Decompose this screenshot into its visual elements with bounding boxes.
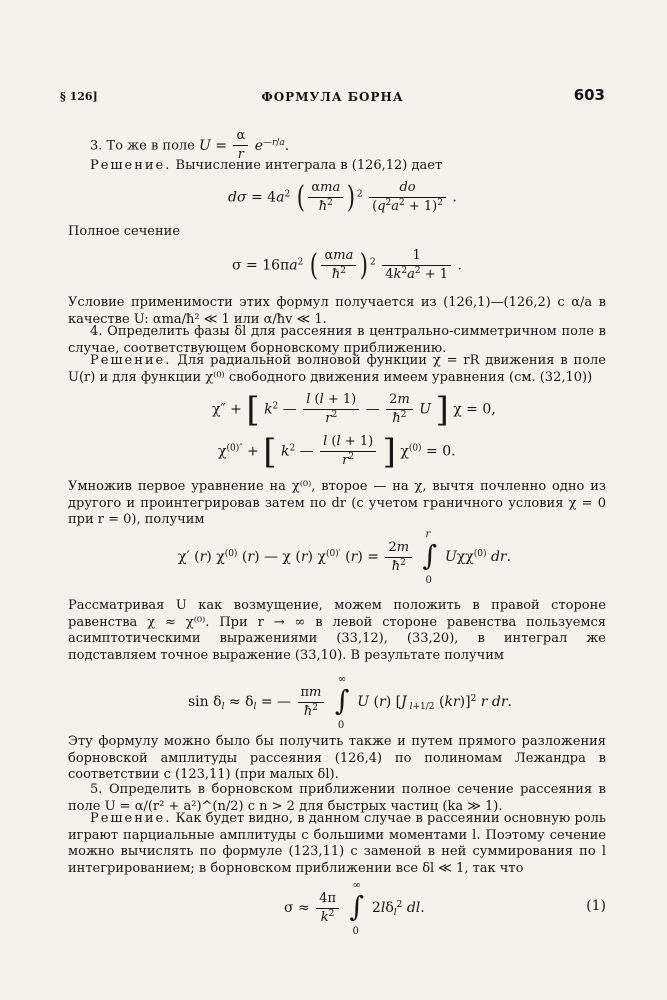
problem-5: 5. Определить в борновском приближении полное сечение рассеяния в поле U = α/(r² + a²)^(n/2) с n > 2 для быстрых частиц (ka ≫ 1). (68, 782, 606, 814)
solution-5-label: Решение. (90, 811, 172, 826)
perturbation-text: Рассматривая U как возмущение, можем положить в правой стороне равенства χ ≈ χ⁽⁰⁾. При r → ∞ в левой стороне равенства пользуемся асимптотическими выражениями (33,12), (33,20), в интеграл же подставляем точное выражение (33,10). В результате получим (68, 598, 606, 663)
legendre-text: Эту формулу можно было бы получить также и путем прямого разложения борновской амплитуды рассеяния (126,4) по полиномам Лежандра в соответствии с (123,11) (при малых δl). (68, 734, 606, 782)
equation-radial-2: $\chi^{(0)''}$ + [ $k^2$ — $\frac{l (l + 1)}{r^2}$ ] $\chi^{(0)} = 0$. (218, 431, 456, 472)
equation-phase: $\sin \delta_l \approx \delta_l$ = — $\frac{\pi m}{ħ^2}$ ∞ ∫ 0 U (r) [J $_{l+1/2}$ (kr)]$^2$ r dr. (188, 674, 512, 731)
solution-5-text: Как будет видно, в данном случае в рассеянии основную роль играют парциальные амплитуды с большими моментами l. Поэтому сечение можно вычислять по формуле (123,11) с заменой в ней суммирования по l интегрированием; в борновском приближении все δl ≪ 1, так что (68, 811, 606, 876)
running-title: ФОРМУЛА БОРНА (261, 90, 404, 104)
problem-4: 4. Определить фазы δl для рассеяния в центрально-симметричном поле в случае, соответствующем борновскому приближению. (68, 324, 606, 356)
problem-3-text: 3. То же в поле (90, 138, 195, 154)
solution-3-label: Решение. (90, 158, 172, 173)
equation-total-cross-section: σ ≈ $\frac{4\pi}{k^2}$ ∞ ∫ 0 $2l\delta_l^2$ dl. (1) (284, 880, 606, 937)
equation-sigma: $\sigma = 16\pi a^2$ ( $\frac{\text{αma}}{ħ^2}$ ) $^2$ $\frac{1}{4k^2a^2 + 1}$ . (232, 247, 462, 283)
solution-5 (68, 811, 606, 877)
solution-3 (68, 158, 606, 174)
solution-4 (68, 353, 606, 386)
full-cross-section-label: Полное сечение (68, 224, 181, 239)
solution-3-text: Вычисление интеграла в (126,12) дает (175, 158, 443, 173)
multiply-text: Умножив первое уравнение на χ⁽⁰⁾, второе — на χ, вычтя почленно одно из другого и проинтегрировав затем по dr (с учетом граничного условия χ = 0 при r = 0), получим (68, 479, 606, 527)
equation-radial-1: χ″ + [ $k^2$ — $\frac{l (l + 1)}{r^2}$ — $\frac{2m}{ħ^2}$ U ] χ = 0, (212, 389, 496, 430)
problem-3-potential: U = $\frac{\alpha}{r}$ $e^{—r/a}$. (199, 128, 290, 162)
section-marker: § 126] (60, 90, 98, 103)
equation-number: (1) (586, 898, 606, 914)
solution-4-text: Для радиальной волновой функции χ = rR движения в поле U(r) и для функции χ⁽⁰⁾ свободного движения имеем уравнения (см. (32,10)) (68, 353, 606, 385)
applicability-text: Условие применимости этих формул получается из (126,1)—(126,2) с α/a в качестве U: αma/ħ² ≪ 1 или α/ħv ≪ 1. (68, 295, 606, 327)
equation-wronskian: χ′ (r) $\chi^{(0)}$ (r) — χ (r) $\chi^{(0)'}$ (r) = $\frac{2m}{ħ^2}$ r ∫ 0 Uχχ$^{(0)}$ dr. (178, 529, 512, 586)
page-number: 603 (573, 86, 605, 104)
page-header (60, 88, 605, 108)
solution-4-label: Решение. (90, 353, 172, 368)
equation-dsigma: $d\sigma = 4a^2$ ( $\frac{\text{αma}}{ħ^2}$ ) $^2$ $\frac{do}{(q^2a^2 + 1)^2}$ . (228, 179, 457, 215)
